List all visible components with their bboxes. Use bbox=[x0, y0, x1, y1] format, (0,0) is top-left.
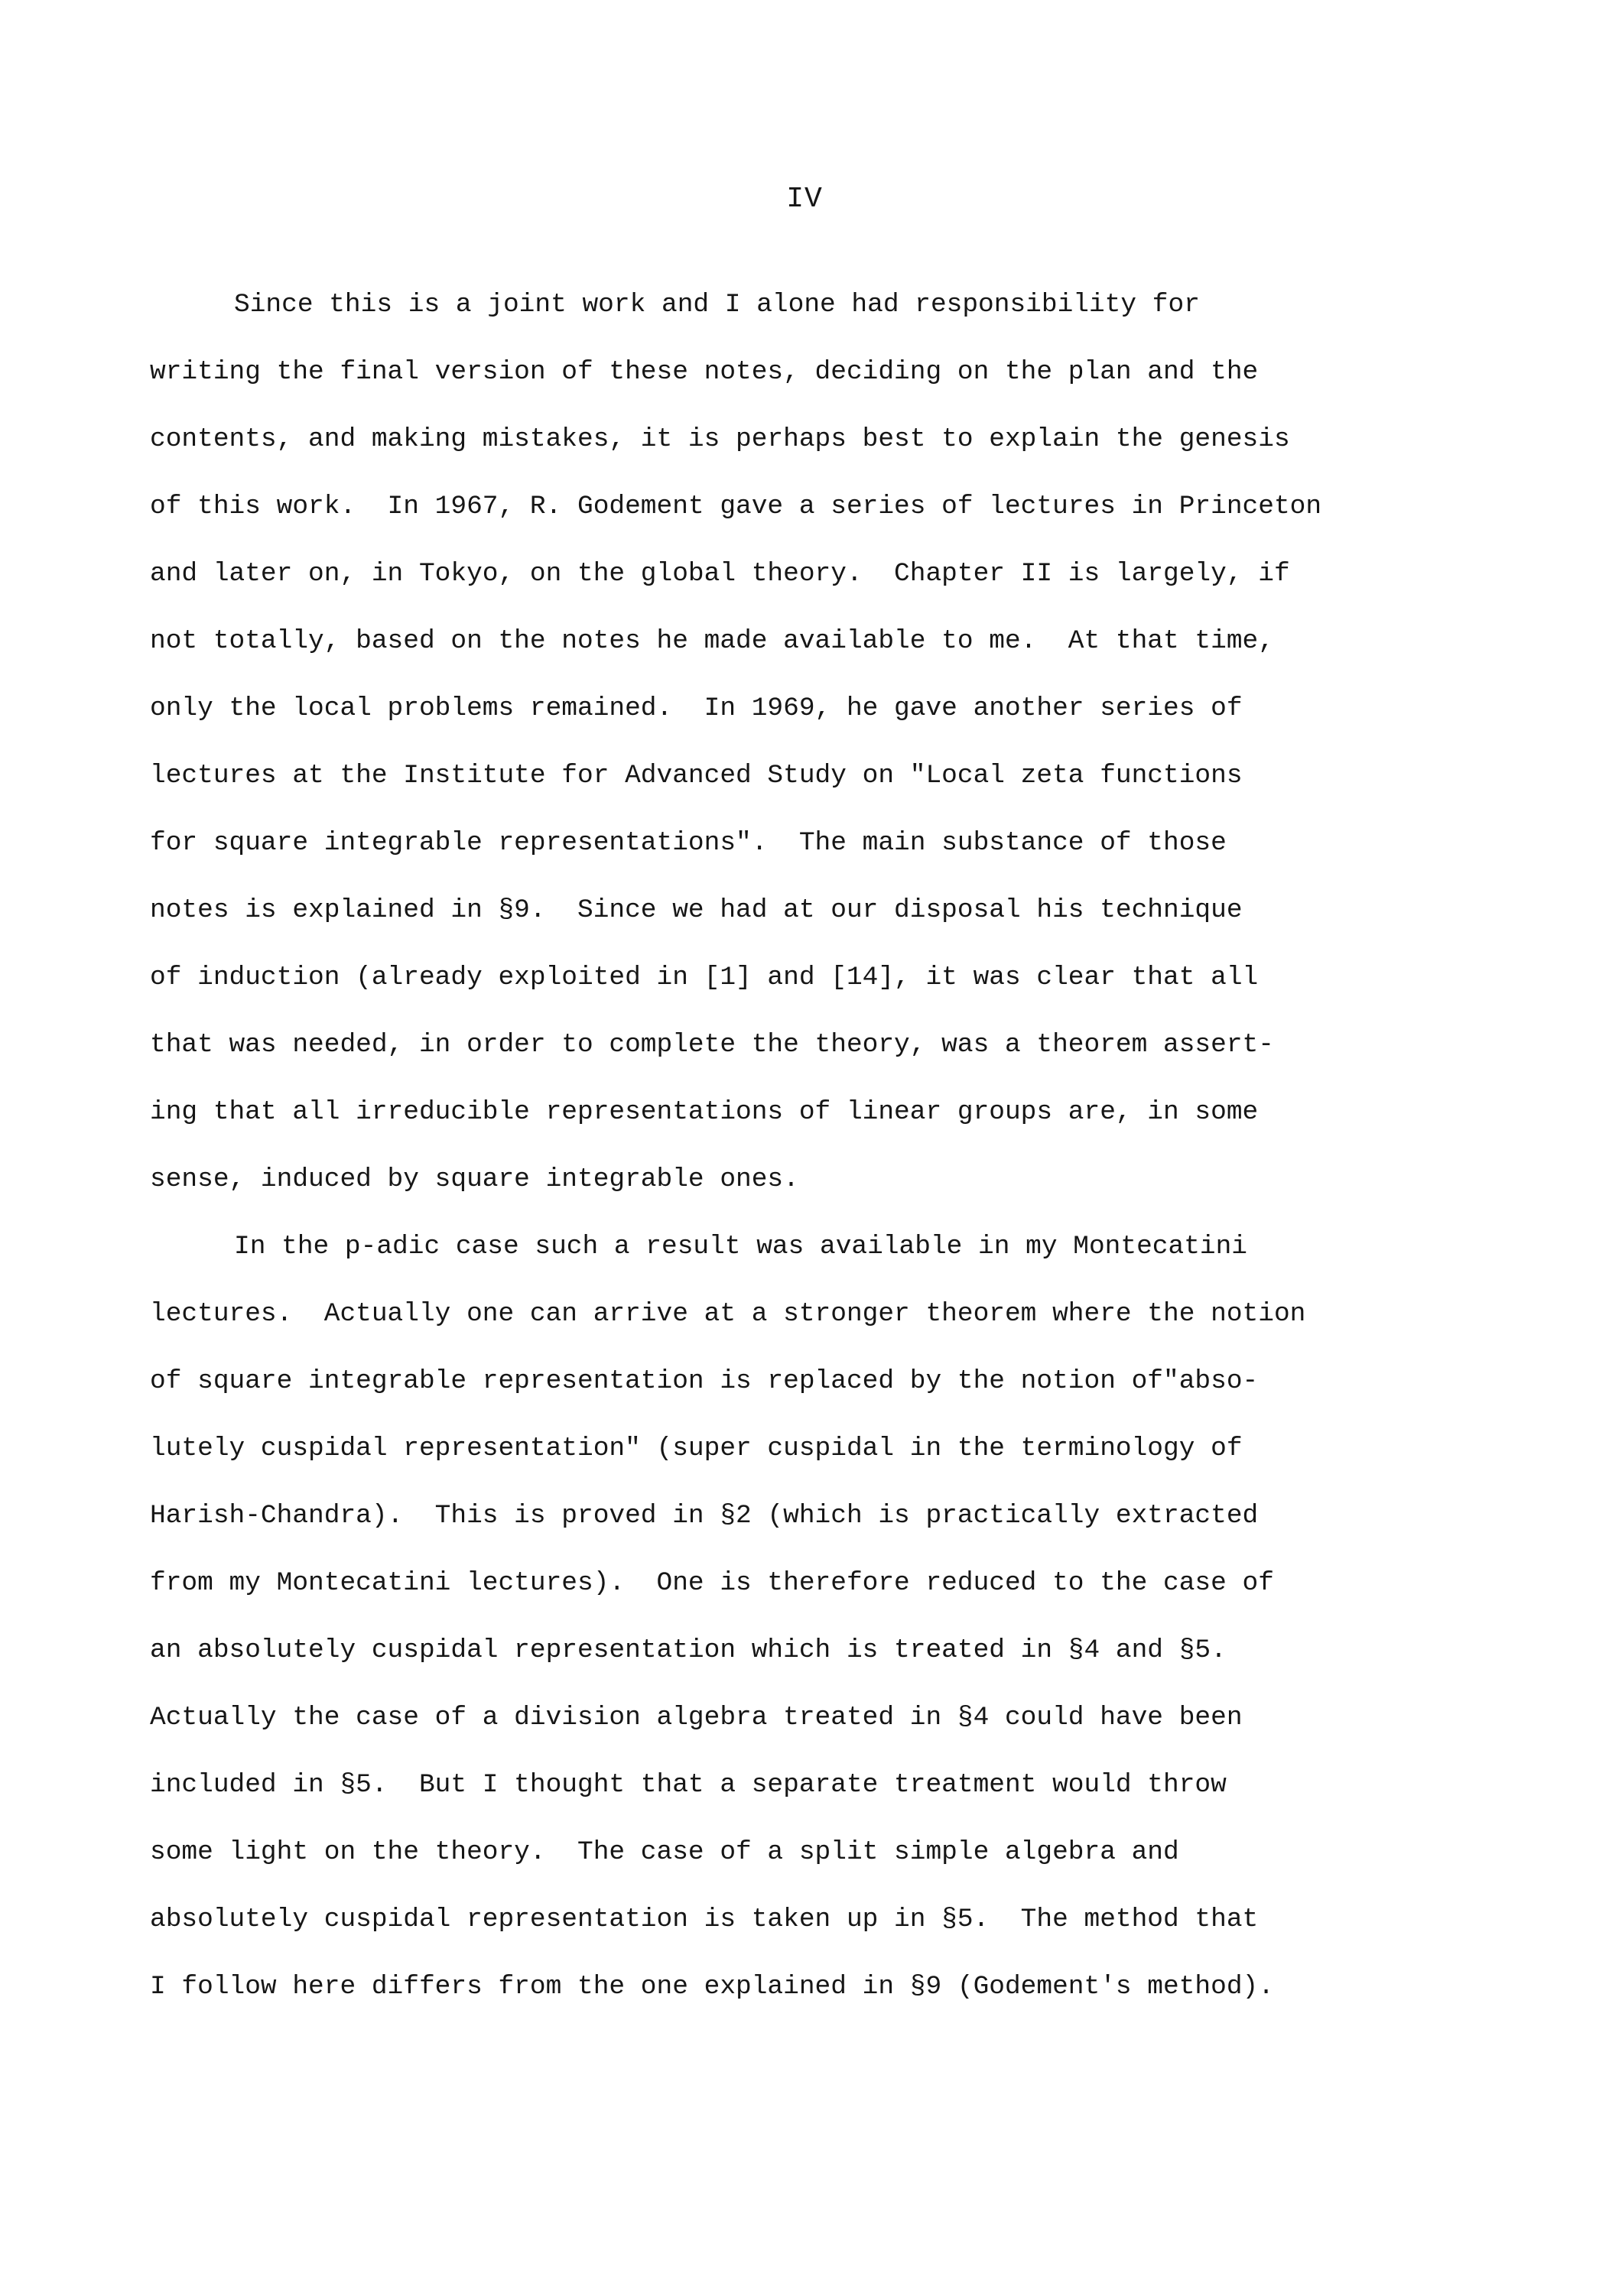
text-line: Actually the case of a division algebra treated in §4 could have been bbox=[150, 1703, 1243, 1733]
text-line: from my Montecatini lectures). One is therefore reduced to the case of bbox=[150, 1568, 1274, 1598]
text-line: lectures. Actually one can arrive at a stronger theorem where the notion bbox=[150, 1299, 1306, 1329]
text-line: Harish-Chandra). This is proved in §2 (which is practically extracted bbox=[150, 1501, 1259, 1531]
text-line: lutely cuspidal representation" (super cuspidal in the terminology of bbox=[150, 1434, 1243, 1463]
text-line: Since this is a joint work and I alone had responsibility for bbox=[234, 290, 1200, 320]
text-line: not totally, based on the notes he made available to me. At that time, bbox=[150, 626, 1274, 656]
text-line: absolutely cuspidal representation is taken up in §5. The method that bbox=[150, 1905, 1259, 1934]
text-line: for square integrable representations". The main substance of those bbox=[150, 828, 1227, 858]
text-line: I follow here differs from the one explained in §9 (Godement's method). bbox=[150, 1972, 1274, 2002]
text-line: of square integrable representation is replaced by the notion of"abso- bbox=[150, 1366, 1259, 1396]
text-line: contents, and making mistakes, it is perhaps best to explain the genesis bbox=[150, 424, 1290, 454]
paragraph-2 bbox=[150, 1213, 1588, 2021]
text-line: only the local problems remained. In 1969, he gave another series of bbox=[150, 693, 1243, 723]
text-line: lectures at the Institute for Advanced Study on "Local zeta functions bbox=[150, 761, 1243, 791]
text-line: of induction (already exploited in [1] and [14], it was clear that all bbox=[150, 963, 1259, 992]
text-line: and later on, in Tokyo, on the global theory. Chapter II is largely, if bbox=[150, 559, 1290, 589]
paragraph-1 bbox=[150, 271, 1588, 1213]
text-line: notes is explained in §9. Since we had at our disposal his technique bbox=[150, 895, 1243, 925]
text-line: that was needed, in order to complete the theory, was a theorem assert- bbox=[150, 1030, 1274, 1060]
text-line: sense, induced by square integrable ones. bbox=[150, 1164, 799, 1194]
text-line: In the p-adic case such a result was available in my Montecatini bbox=[234, 1232, 1248, 1262]
body-text bbox=[150, 271, 1588, 2021]
text-line: some light on the theory. The case of a split simple algebra and bbox=[150, 1837, 1179, 1867]
text-line: writing the final version of these notes, deciding on the plan and the bbox=[150, 357, 1259, 387]
text-line: included in §5. But I thought that a separate treatment would throw bbox=[150, 1770, 1227, 1800]
page-number: IV bbox=[786, 183, 823, 216]
text-line: an absolutely cuspidal representation which is treated in §4 and §5. bbox=[150, 1635, 1227, 1665]
text-line: ing that all irreducible representations of linear groups are, in some bbox=[150, 1097, 1259, 1127]
text-line: of this work. In 1967, R. Godement gave a series of lectures in Princeton bbox=[150, 492, 1322, 521]
